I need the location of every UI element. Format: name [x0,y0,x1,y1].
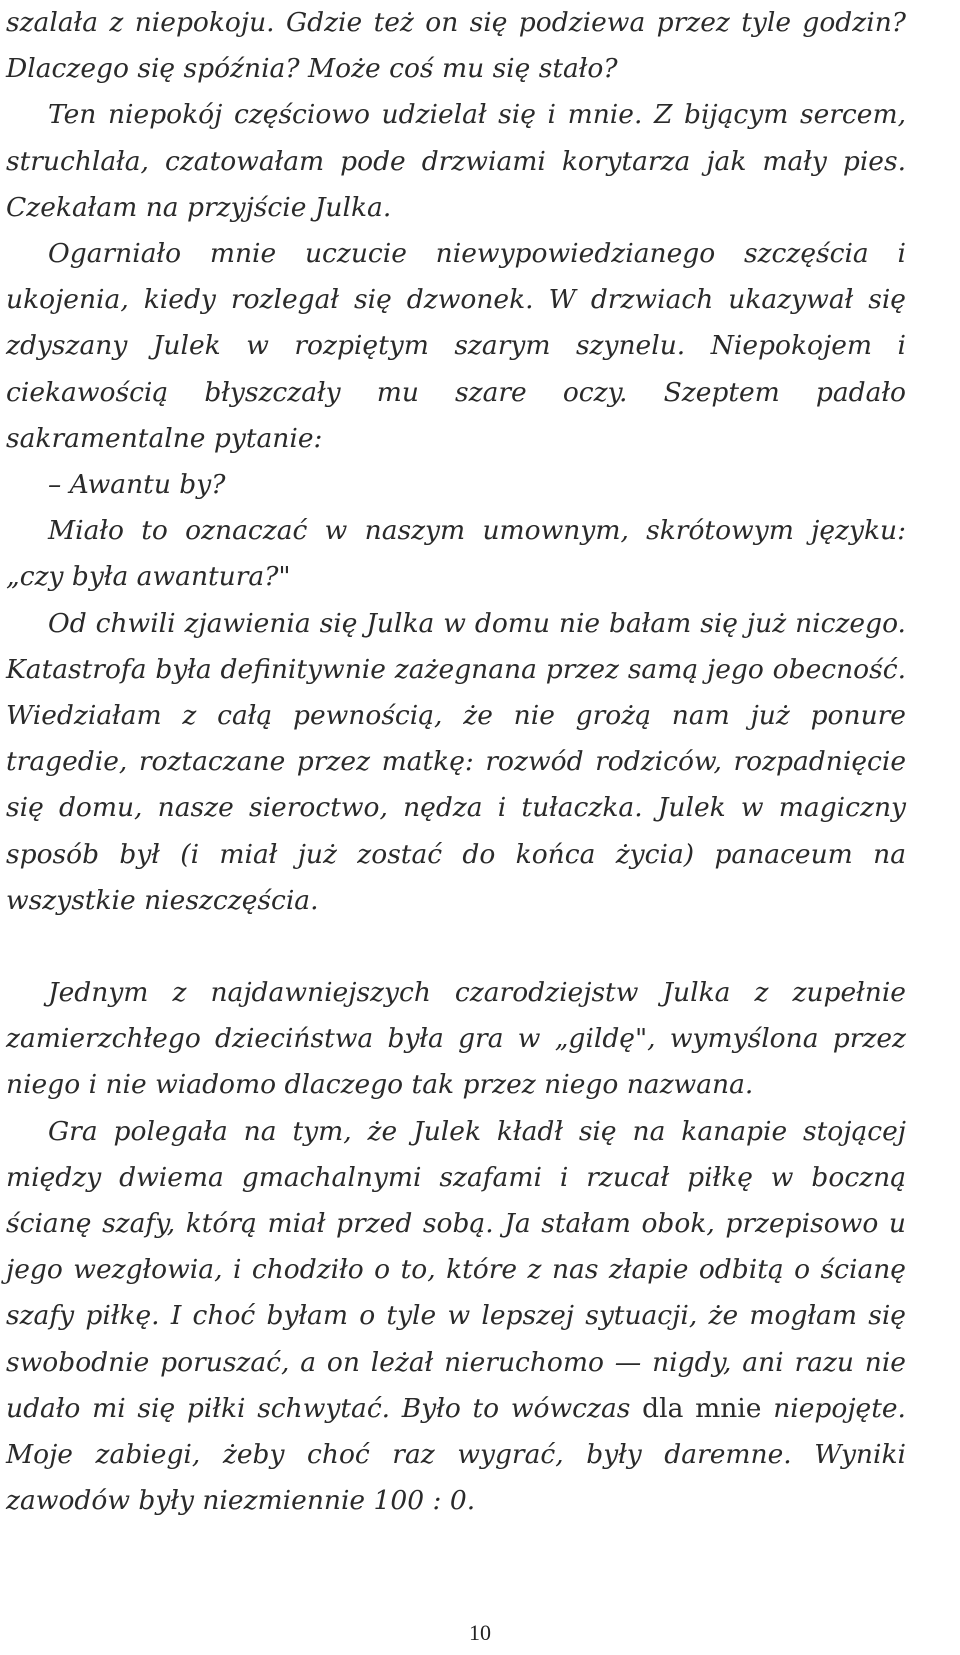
paragraph: Miało to oznaczać w naszym umownym, skrótowym języku: „czy była awantura?" [6,515,906,593]
dialogue-line: – Awantu by? [48,469,226,501]
paragraph: Od chwili zjawienia się Julka w domu nie bałam się już niczego. Katastrofa była definitywnie zażegnana przez samą jego obecność. Wiedziałam z całą pewnością, że nie grożą nam już ponure tragedie, roztaczane przez matkę: rozwód rodziców, rozpadnięcie się domu, nasze sieroctwo, nędza i tułaczka. Julek w magiczny sposób był (i miał już zostać do końca życia) panaceum na wszystkie nieszczęścia. [6,607,906,916]
paragraph-text-upright: dla mnie [642,1392,762,1424]
page-body [6,0,906,1525]
paragraph-text: Gra polegała na tym, że Julek kładł się na kanapie stojącej między dwiema gmachalnymi szafami i rzucał piłkę w boczną ścianę szafy, którą miał przed sobą. Ja stałam obok, przepisowo u jego wezgłowia, i chodziło o to, które z nas złapie odbitą o ścianę szafy piłkę. I choć byłam o tyle w lepszej sytuacji, że mogłam się swobodnie poruszać, a on leżał nieruchomo — nigdy, ani razu nie udało mi się piłki schwytać. Było to wówczas [6,1115,906,1424]
paragraph: Ogarniało mnie uczucie niewypowiedzianego szczęścia i ukojenia, kiedy rozlegał się dzwonek. W drzwiach ukazywał się zdyszany Julek w rozpiętym szarym szynelu. Niepokojem i ciekawością błyszczały mu szare oczy. Szeptem padało sakramentalne pytanie: [6,238,906,454]
paragraph-text: niepojęte. Moje zabiegi, żeby choć raz wygrać, były daremne. Wyniki zawodów były niezmiennie 100 : 0. [6,1392,906,1517]
paragraph [6,1109,906,1525]
paragraph: Ten niepokój częściowo udzielał się i mnie. Z bijącym sercem, struchlała, czatowałam pode drzwiami korytarza jak mały pies. Czekałam na przyjście Julka. [6,99,906,223]
paragraph: Jednym z najdawniejszych czarodziejstw Julka z zupełnie zamierzchłego dzieciństwa była gra w „gildę", wymyślona przez niego i nie wiadomo dlaczego tak przez niego nazwana. [6,977,906,1101]
paragraph: szalała z niepokoju. Gdzie też on się podziewa przez tyle godzin? Dlaczego się spóźnia? Może coś mu się stało? [6,7,906,85]
page-number: 10 [469,1620,491,1645]
section-break [6,924,906,970]
